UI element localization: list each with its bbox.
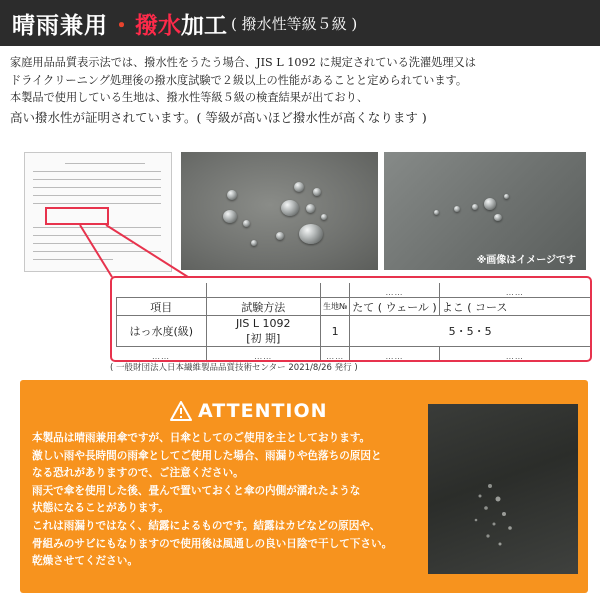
row-fabric-no: 1 — [320, 316, 349, 347]
attention-text — [32, 430, 427, 571]
attention-line: 骨組みのサビにもなりますので使用後は風通しの良い日陰で干して下さい。 — [32, 537, 393, 550]
source-note: ( 一般財団法人日本繊維製品品質技術センター 2021/8/26 発行 ) — [110, 363, 358, 373]
header-weft: よこ ( コース — [439, 298, 590, 316]
header-warp: たて ( ウェール ) — [350, 298, 439, 316]
description-line: 家庭用品品質表示法では、撥水性をうたう場合、JIS L 1092 に規定されている洗濯処理又は — [10, 56, 476, 69]
attention-box — [20, 380, 588, 593]
header-fabric-no: 生地№ — [320, 298, 349, 316]
row-method-condition: [初 期] — [206, 330, 320, 347]
dots-cell: …… — [117, 347, 207, 362]
attention-line: これは雨漏りではなく、結露によるものです。結露はカビなどの原因や、 — [32, 519, 381, 532]
condensation-photo — [428, 404, 578, 574]
attention-line: 本製品は晴雨兼用傘ですが、日傘としてのご使用を主としております。 — [32, 432, 371, 444]
attention-line: 雨天で傘を使用した後、畳んで置いておくと傘の内側が濡れたような — [32, 484, 361, 497]
test-results-table — [110, 276, 592, 362]
attention-line: 状態になることがあります。 — [32, 502, 169, 515]
description-line: 高い撥水性が証明されています。( 等級が高いほど撥水性が高くなります ) — [10, 109, 427, 125]
test-report-thumbnail — [24, 152, 172, 272]
title-dot: ・ — [110, 11, 133, 39]
attention-line: 激しい雨や長時間の雨傘としてご使用した場合、雨漏りや色落ちの原因と — [32, 449, 382, 462]
dots-cell: …… — [206, 347, 320, 362]
attention-line: なる恐れがありますので、ご注意ください。 — [32, 467, 244, 480]
description-line: 本製品で使用している生地は、撥水性等級５級の検査結果が出ており、 — [10, 91, 369, 104]
row-method: JIS L 1092 — [206, 316, 320, 331]
attention-title: ATTENTION — [198, 400, 328, 422]
description-line: ドライクリーニング処理後の撥水度試験で２級以上の性能があることと定められています。 — [10, 73, 468, 87]
title-main: 晴雨兼用 — [12, 11, 108, 39]
header-test-method: 試験方法 — [206, 298, 320, 316]
title-main-suffix: 加工 — [181, 11, 227, 39]
title-subtitle: ( 撥水性等級５級 ) — [231, 14, 358, 33]
warning-icon — [170, 401, 192, 421]
condensation-droplets — [428, 404, 578, 574]
row-label: はっ水度(級) — [117, 316, 207, 347]
title-accent: 撥水 — [135, 11, 181, 39]
dots-cell: …… — [350, 347, 439, 362]
dots-cell: …… — [439, 347, 590, 362]
attention-heading — [170, 400, 328, 422]
description — [10, 54, 592, 129]
water-droplets-photo — [181, 152, 378, 270]
highlight-box — [45, 207, 109, 225]
image-note: ※画像はイメージです — [476, 255, 576, 266]
dots-cell: …… — [439, 283, 590, 298]
attention-line: 乾燥させてください。 — [32, 555, 138, 568]
dots-cell: …… — [320, 347, 349, 362]
row-result: 5・5・5 — [350, 316, 590, 347]
title-bar — [0, 0, 600, 46]
fabric-droplets-photo — [384, 152, 586, 270]
header-item: 項目 — [117, 298, 207, 316]
dots-cell: …… — [350, 283, 439, 298]
